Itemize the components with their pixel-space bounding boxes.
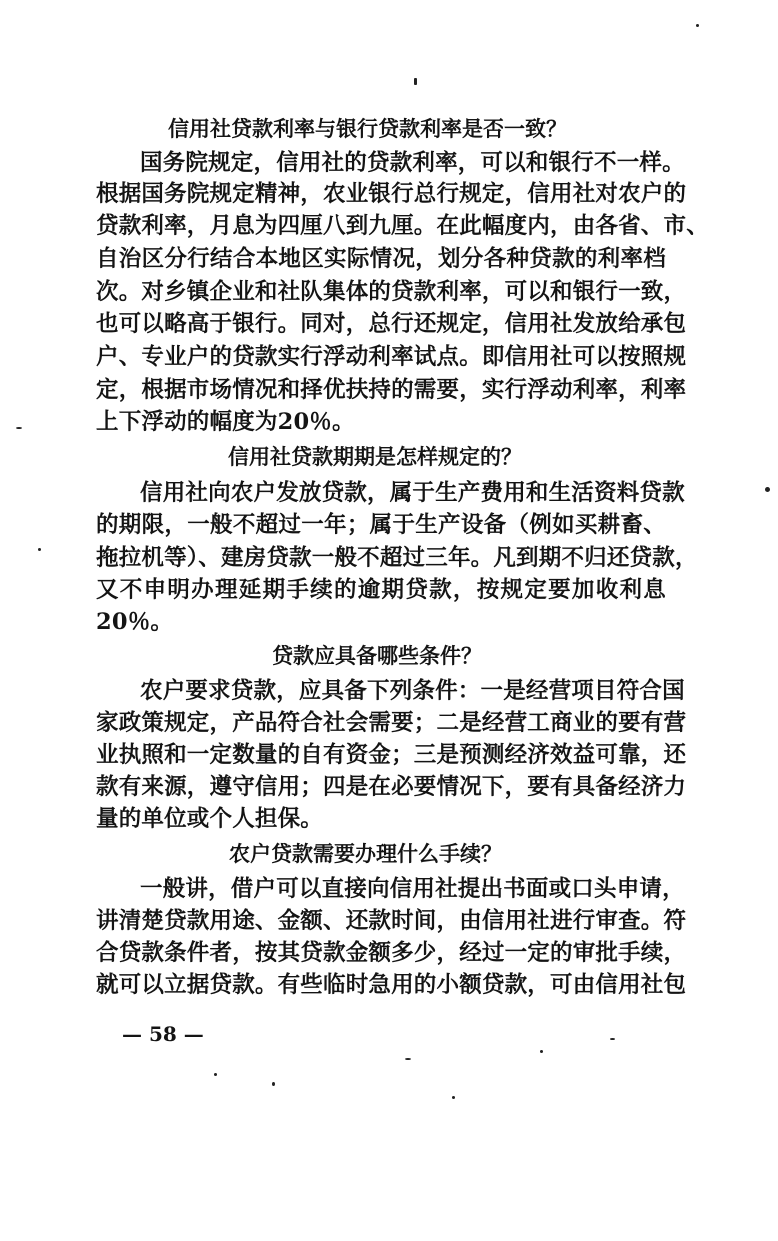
paragraph-line: 户、专业户的贷款实行浮动利率试点。即信用社可以按照规 bbox=[96, 344, 687, 370]
scan-speck bbox=[540, 1050, 543, 1053]
scan-speck bbox=[38, 548, 41, 551]
paragraph-line: 的期限，一般不超过一年；属于生产设备（例如买耕畜、 bbox=[96, 512, 666, 538]
paragraph-line: 信用社向农户发放贷款，属于生产费用和生活资料贷款 bbox=[140, 480, 685, 506]
paragraph-line: 拖拉机等）、建房贷款一般不超过三年。凡到期不归还贷款， bbox=[96, 545, 698, 571]
paragraph-line: 自治区分行结合本地区实际情况，划分各种贷款的利率档 bbox=[96, 246, 666, 272]
paragraph-line: 贷款利率，月息为四厘八到九厘。在此幅度内，由各省、市、 bbox=[96, 213, 709, 239]
paragraph-line: 款有来源，遵守信用；四是在必要情况下，要有具备经济力 bbox=[96, 774, 687, 800]
scan-speck bbox=[696, 24, 699, 27]
scan-speck bbox=[452, 1096, 455, 1099]
paragraph-line: 次。对乡镇企业和社队集体的贷款利率，可以和银行一致， bbox=[96, 279, 687, 305]
paragraph-line: 上下浮动的幅度为20％。 bbox=[96, 409, 355, 435]
paragraph-line: 合贷款条件者，按其贷款金额多少，经过一定的审批手续， bbox=[96, 940, 687, 966]
section-heading-loan-procedures: 农户贷款需要办理什么手续？ bbox=[229, 842, 502, 866]
paragraph-line: 20％。 bbox=[96, 609, 174, 635]
paragraph-line: 家政策规定，产品符合社会需要；二是经营工商业的要有营 bbox=[96, 710, 687, 736]
paragraph-line: 也可以略高于银行。同对，总行还规定，信用社发放给承包 bbox=[96, 311, 687, 337]
section-heading-loan-term: 信用社贷款期期是怎样规定的？ bbox=[228, 445, 522, 469]
paragraph-line: 讲清楚贷款用途、金额、还款时间，由信用社进行审查。符 bbox=[96, 908, 687, 934]
paragraph-line: 又不申明办理延期手续的逾期贷款，按规定要加收利息 bbox=[96, 577, 666, 603]
section-heading-interest-rate: 信用社贷款利率与银行贷款利率是否一致？ bbox=[168, 117, 567, 141]
scan-speck bbox=[765, 487, 770, 492]
paragraph-line: 业执照和一定数量的自有资金；三是预测经济效益可靠，还 bbox=[96, 742, 687, 768]
paragraph-line: 根据国务院规定精神，农业银行总行规定，信用社对农户的 bbox=[96, 181, 687, 207]
paragraph-line: 农户要求贷款，应具备下列条件：一是经营项目符合国 bbox=[140, 678, 685, 704]
scan-speck bbox=[414, 78, 417, 85]
paragraph-line: 一般讲，借户可以直接向信用社提出书面或口头申请， bbox=[140, 876, 685, 902]
paragraph-line: 国务院规定，信用社的贷款利率，可以和银行不一样。 bbox=[140, 150, 685, 176]
paragraph-line: 就可以立据贷款。有些临时急用的小额贷款，可由信用社包 bbox=[96, 972, 687, 998]
scan-speck bbox=[405, 1058, 411, 1060]
scan-speck bbox=[610, 1038, 615, 1040]
paragraph-line: 定，根据市场情况和择优扶持的需要，实行浮动利率，利率 bbox=[96, 377, 687, 403]
section-heading-loan-conditions: 贷款应具备哪些条件？ bbox=[272, 644, 482, 668]
page-number: — 58 — bbox=[122, 1022, 204, 1046]
scan-speck bbox=[16, 427, 22, 429]
scan-speck bbox=[214, 1073, 217, 1076]
scan-speck bbox=[272, 1082, 275, 1086]
paragraph-line: 量的单位或个人担保。 bbox=[96, 806, 324, 832]
